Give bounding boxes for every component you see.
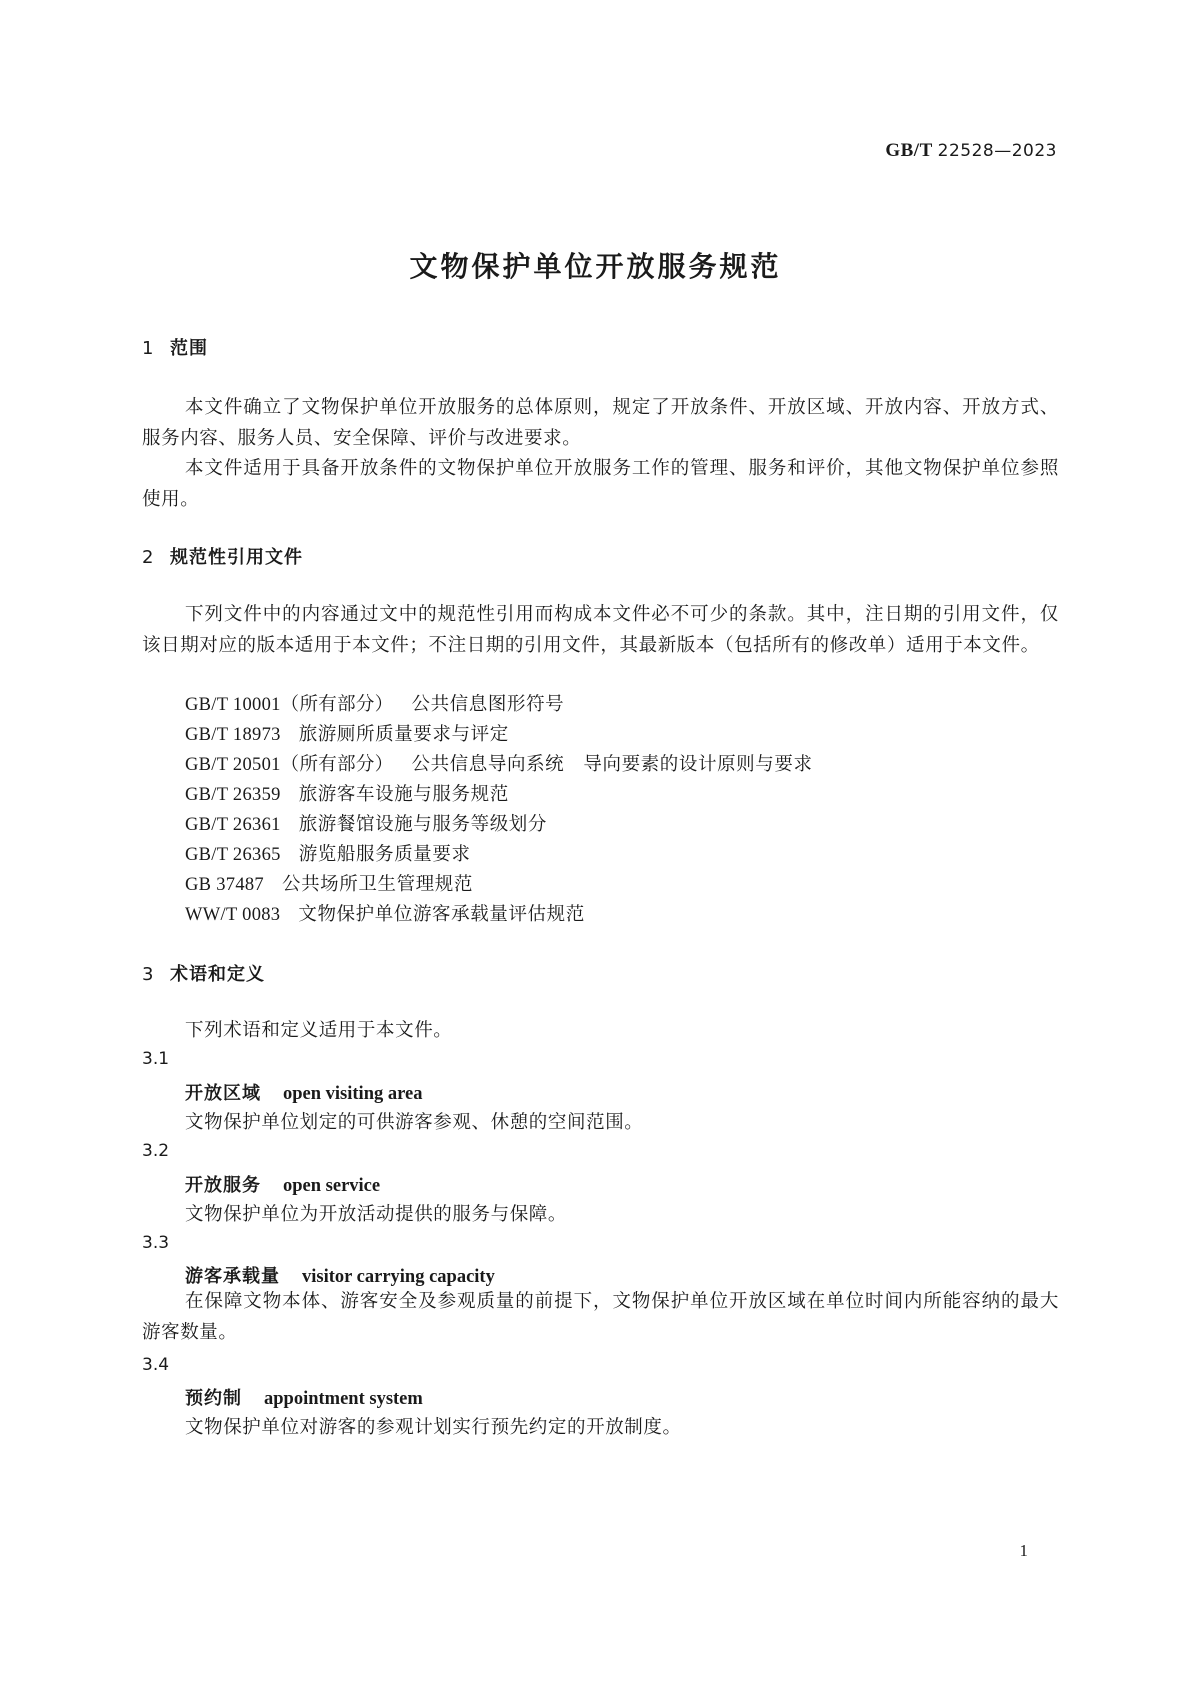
reference-title: 旅游客车设施与服务规范 <box>298 784 509 805</box>
reference-code: GB/T 26365 <box>185 845 281 865</box>
scope-paragraph-2: 本文件适用于具备开放条件的文物保护单位开放服务工作的管理、服务和评价，其他文物保护单位参照使用。 <box>142 458 1059 510</box>
reference-item <box>185 750 813 776</box>
document-prefix: GB/T <box>885 140 933 161</box>
section-heading-terms <box>142 960 265 986</box>
term-english: open service <box>283 1176 381 1196</box>
reference-title: 旅游餐馆设施与服务等级划分 <box>298 814 547 835</box>
term-entry <box>185 1262 495 1288</box>
term-english: open visiting area <box>283 1084 423 1104</box>
section-title: 规范性引用文件 <box>170 547 303 568</box>
term-entry <box>185 1079 422 1105</box>
reference-item <box>185 870 473 896</box>
page-title: 文物保护单位开放服务规范 <box>409 250 782 283</box>
clause-number: 3.2 <box>142 1141 170 1161</box>
page-number: 1 <box>1019 1541 1028 1560</box>
term-english: visitor carrying capacity <box>302 1267 495 1287</box>
term-definition: 文物保护单位对游客的参观计划实行预先约定的开放制度。 <box>185 1417 682 1438</box>
reference-code: GB/T 26361 <box>185 815 281 835</box>
reference-item <box>185 690 564 716</box>
section-number: 3 <box>142 964 155 985</box>
term-chinese: 预约制 <box>185 1388 242 1409</box>
reference-title: 旅游厕所质量要求与评定 <box>298 724 509 745</box>
reference-title: 公共信息图形符号 <box>411 694 565 715</box>
document-number-value: 22528—2023 <box>937 141 1057 161</box>
section-title: 范围 <box>170 338 208 359</box>
clause-number: 3.3 <box>142 1233 170 1253</box>
term-chinese: 开放服务 <box>185 1175 261 1196</box>
scope-paragraph-1: 本文件确立了文物保护单位开放服务的总体原则，规定了开放条件、开放区域、开放内容、开放方式、服务内容、服务人员、安全保障、评价与改进要求。 <box>142 397 1059 449</box>
terms-intro: 下列术语和定义适用于本文件。 <box>185 1020 453 1041</box>
section-title: 术语和定义 <box>170 964 265 985</box>
term-english: appointment system <box>264 1389 423 1409</box>
reference-title: 文物保护单位游客承载量评估规范 <box>298 904 585 925</box>
reference-code: GB 37487 <box>185 875 264 895</box>
normative-refs-intro: 下列文件中的内容通过文中的规范性引用而构成本文件必不可少的条款。其中，注日期的引用文件，仅该日期对应的版本适用于本文件；不注日期的引用文件，其最新版本（包括所有的修改单）适用于本文件。 <box>142 604 1059 656</box>
reference-code: GB/T 26359 <box>185 785 281 805</box>
reference-title: 游览船服务质量要求 <box>298 844 471 865</box>
reference-item <box>185 810 547 836</box>
document-number <box>885 140 1057 162</box>
reference-code: GB/T 18973 <box>185 725 281 745</box>
reference-title: 公共场所卫生管理规范 <box>281 874 473 895</box>
reference-code: GB/T 10001（所有部分） <box>185 695 394 715</box>
reference-item <box>185 900 585 926</box>
term-chinese: 游客承载量 <box>185 1266 280 1287</box>
term-chinese: 开放区域 <box>185 1083 261 1104</box>
reference-code: WW/T 0083 <box>185 905 281 925</box>
term-entry <box>185 1171 380 1197</box>
term-definition: 文物保护单位为开放活动提供的服务与保障。 <box>185 1204 568 1225</box>
term-definition: 在保障文物本体、游客安全及参观质量的前提下，文物保护单位开放区域在单位时间内所能容纳的最大游客数量。 <box>142 1291 1059 1343</box>
reference-item <box>185 780 509 806</box>
term-definition: 文物保护单位划定的可供游客参观、休憩的空间范围。 <box>185 1112 644 1133</box>
clause-number: 3.1 <box>142 1049 170 1069</box>
reference-item <box>185 840 471 866</box>
section-heading-scope <box>142 334 208 360</box>
section-heading-normative-refs <box>142 543 303 569</box>
reference-title: 公共信息导向系统 导向要素的设计原则与要求 <box>411 754 813 775</box>
reference-code: GB/T 20501（所有部分） <box>185 755 394 775</box>
clause-number: 3.4 <box>142 1355 170 1375</box>
reference-item <box>185 720 509 746</box>
term-entry <box>185 1384 423 1410</box>
section-number: 1 <box>142 338 155 359</box>
section-number: 2 <box>142 547 155 568</box>
